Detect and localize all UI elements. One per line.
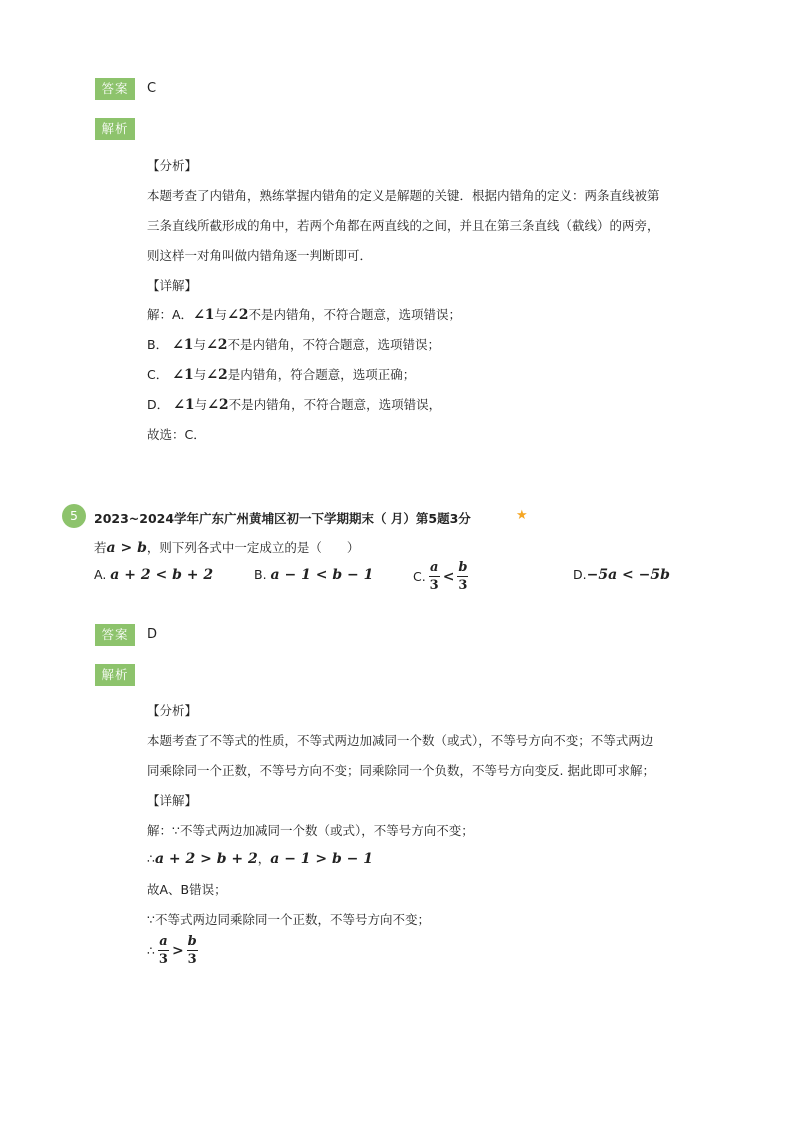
question-number-badge: 5 [62, 504, 86, 528]
operator: > [171, 942, 184, 959]
option-label: C. [413, 569, 426, 584]
connector: 与 [194, 397, 208, 412]
stem-prefix: 若 [94, 540, 107, 555]
fraction-denominator: 3 [187, 952, 197, 967]
solution-line-c [147, 365, 415, 383]
line-text: 是内错角，符合题意，选项正确； [227, 367, 416, 382]
connector: 与 [214, 307, 228, 322]
solution-line-d [147, 395, 441, 413]
angle-1: ∠1 [193, 307, 215, 323]
analysis-tag: 解析 [95, 664, 135, 686]
solution-line: 故A、B错误； [147, 882, 227, 897]
connector: 与 [193, 337, 207, 352]
connector: 与 [193, 367, 207, 382]
fraction [429, 560, 440, 593]
angle-2: ∠2 [207, 397, 229, 413]
angle-1: ∠1 [173, 397, 195, 413]
fraction-denominator: 3 [429, 578, 439, 593]
therefore-symbol: ∴ [147, 851, 155, 866]
fraction-numerator: a [429, 560, 439, 575]
therefore-symbol: ∴ [147, 943, 155, 958]
answer-value: D [147, 627, 158, 642]
fraction-bar [187, 950, 198, 951]
angle-1: ∠1 [172, 337, 194, 353]
answer-value: C [147, 81, 157, 96]
answer-tag: 答案 [95, 624, 135, 646]
option-a [94, 567, 213, 583]
operator: < [442, 568, 455, 585]
fenxi-heading: 【分析】 [147, 703, 198, 718]
fraction [187, 934, 198, 967]
line-prefix: D． [147, 397, 170, 412]
fraction [457, 560, 468, 593]
fraction-numerator: a [159, 934, 168, 949]
fraction-bar [158, 950, 169, 951]
stem-text: ，则下列各式中一定成立的是（ ） [146, 540, 360, 555]
option-math: a − 1 < b − 1 [270, 567, 374, 583]
analysis-paragraph: 则这样一对角叫做内错角逐一判断即可． [147, 248, 373, 263]
fraction-denominator: 3 [158, 952, 168, 967]
option-label: A. [94, 567, 107, 582]
analysis-paragraph: 三条直线所截形成的角中，若两个角都在两直线的之间，并且在第三条直线（截线）的两旁， [147, 218, 660, 233]
xiangjie-heading: 【详解】 [147, 278, 198, 293]
solution-line [147, 934, 201, 967]
answer-tag: 答案 [95, 78, 135, 100]
angle-2: ∠2 [206, 367, 228, 383]
analysis-paragraph: 本题考查了内错角，熟练掌握内错角的定义是解题的关键．根据内错角的定义：两条直线被第 [147, 188, 660, 203]
angle-2: ∠2 [227, 307, 249, 323]
line-prefix: C． [147, 367, 169, 382]
option-math: a + 2 < b + 2 [110, 567, 214, 583]
option-b [254, 567, 373, 583]
inequality: a + 2 > b + 2 [154, 851, 258, 867]
fraction [158, 934, 169, 967]
stem-math: a > b [106, 540, 147, 556]
solution-line [147, 849, 373, 867]
option-math: −5a < −5b [586, 567, 670, 583]
xiangjie-heading: 【详解】 [147, 793, 198, 808]
angle-2: ∠2 [206, 337, 228, 353]
fraction-bar [429, 576, 440, 577]
solution-line: 解：∵不等式两边加减同一个数（或式），不等号方向不变； [147, 823, 474, 838]
solution-line: ∵不等式两边同乘除同一个正数，不等号方向不变； [147, 912, 430, 927]
fraction-denominator: 3 [458, 578, 468, 593]
option-label: D. [573, 567, 587, 582]
inequality: a − 1 > b − 1 [270, 851, 374, 867]
line-text: 不是内错角，不符合题意，选项错误； [227, 337, 441, 352]
conclusion-line: 故选：C． [147, 427, 206, 442]
fraction-numerator: b [187, 934, 197, 949]
separator: ， [257, 851, 271, 866]
question-title: 2023~2024学年广东广州黄埔区初一下学期期末（ 月）第5题3分 [94, 511, 471, 526]
solution-line-a [147, 305, 461, 323]
fenxi-heading: 【分析】 [147, 158, 198, 173]
difficulty-star-icon: ★ [516, 508, 528, 523]
line-prefix: B． [147, 337, 169, 352]
analysis-tag: 解析 [95, 118, 135, 140]
line-text: 不是内错角，不符合题意，选项错误； [248, 307, 462, 322]
line-prefix: 解：A． [147, 307, 194, 322]
option-c [413, 560, 471, 593]
analysis-paragraph: 同乘除同一个正数，不等号方向不变；同乘除同一个负数，不等号方向变反. 据此即可求解； [147, 763, 655, 778]
option-d [573, 567, 670, 583]
line-text: 不是内错角，不符合题意，选项错误， [228, 397, 442, 412]
solution-line-b [147, 335, 440, 353]
fraction-numerator: b [458, 560, 468, 575]
angle-1: ∠1 [172, 367, 194, 383]
question-stem [94, 538, 359, 556]
fraction-bar [457, 576, 468, 577]
analysis-paragraph: 本题考查了不等式的性质，不等式两边加减同一个数（或式），不等号方向不变；不等式两边 [147, 733, 654, 748]
option-label: B. [254, 567, 267, 582]
